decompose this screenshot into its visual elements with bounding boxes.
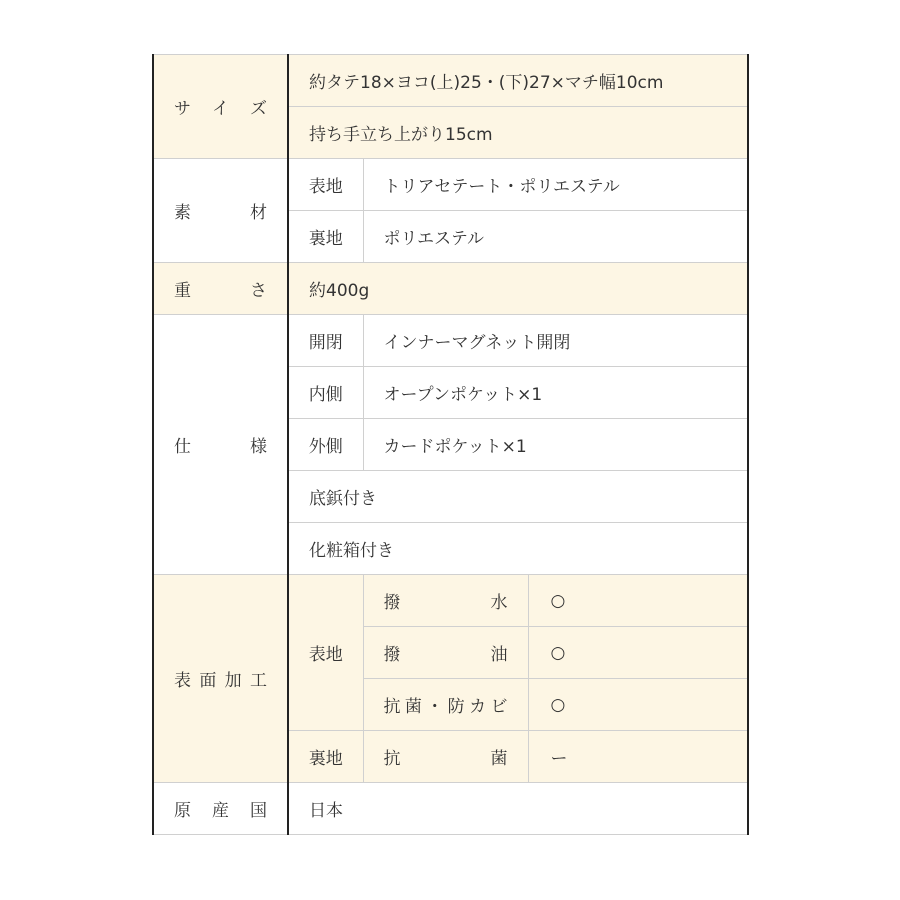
finish-item-water-repellent: 撥 水 bbox=[363, 575, 528, 627]
finish-item-oil-repellent: 撥 油 bbox=[363, 627, 528, 679]
finish-mark-antibacterial-antimold: ○ bbox=[528, 679, 748, 731]
material-outer-label: 表地 bbox=[288, 159, 363, 211]
spec-header: 仕 様 bbox=[153, 315, 288, 575]
size-handle-height: 持ち手立ち上がり15cm bbox=[288, 107, 748, 159]
material-inner-value: ポリエステル bbox=[363, 211, 748, 263]
spec-closure-value: インナーマグネット開閉 bbox=[363, 315, 748, 367]
size-row-1 bbox=[153, 55, 748, 107]
weight-header: 重 さ bbox=[153, 263, 288, 315]
finish-inner-label: 裏地 bbox=[288, 731, 363, 783]
spec-inside-value: オープンポケット×1 bbox=[363, 367, 748, 419]
finish-mark-water-repellent: ○ bbox=[528, 575, 748, 627]
finish-item-antibacterial: 抗 菌 bbox=[363, 731, 528, 783]
material-row-1 bbox=[153, 159, 748, 211]
material-inner-label: 裏地 bbox=[288, 211, 363, 263]
spec-row-1 bbox=[153, 315, 748, 367]
origin-value: 日本 bbox=[288, 783, 748, 835]
finish-mark-antibacterial: ー bbox=[528, 731, 748, 783]
spec-bottom-studs: 底鋲付き bbox=[288, 471, 748, 523]
origin-row bbox=[153, 783, 748, 835]
material-header: 素 材 bbox=[153, 159, 288, 263]
finish-row-1 bbox=[153, 575, 748, 627]
finish-outer-label: 表地 bbox=[288, 575, 363, 731]
weight-row bbox=[153, 263, 748, 315]
spec-outside-value: カードポケット×1 bbox=[363, 419, 748, 471]
spec-table bbox=[152, 54, 749, 835]
finish-header: 表 面 加 工 bbox=[153, 575, 288, 783]
weight-value: 約400g bbox=[288, 263, 748, 315]
spec-inside-label: 内側 bbox=[288, 367, 363, 419]
spec-closure-label: 開閉 bbox=[288, 315, 363, 367]
spec-gift-box: 化粧箱付き bbox=[288, 523, 748, 575]
size-header: サ イ ズ bbox=[153, 55, 288, 159]
origin-header: 原 産 国 bbox=[153, 783, 288, 835]
finish-mark-oil-repellent: ○ bbox=[528, 627, 748, 679]
spec-outside-label: 外側 bbox=[288, 419, 363, 471]
size-dimensions: 約タテ18×ヨコ(上)25・(下)27×マチ幅10cm bbox=[288, 55, 748, 107]
material-outer-value: トリアセテート・ポリエステル bbox=[363, 159, 748, 211]
finish-item-antibacterial-antimold: 抗 菌 ・ 防 カ ビ bbox=[363, 679, 528, 731]
